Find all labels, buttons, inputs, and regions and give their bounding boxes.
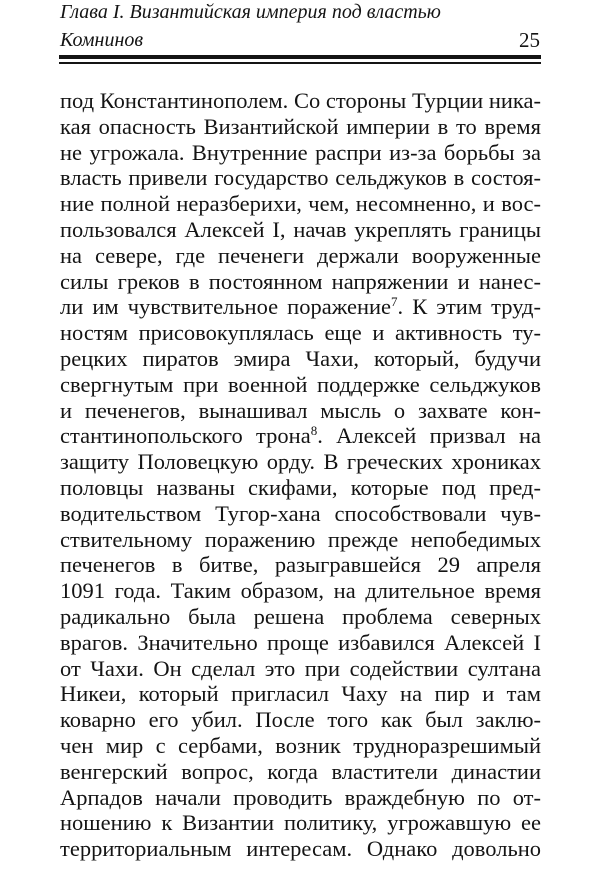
- running-header: [60, 1, 540, 54]
- text-line: ностям присовокуплялась еще и активность ту-: [60, 320, 541, 346]
- line-text: ли им чувствительное поражение: [60, 294, 392, 320]
- text-line: на севере, где печенеги держали вооруженные: [60, 242, 541, 268]
- header-rule-thin: [59, 62, 541, 64]
- text-line: ствительному поражению прежде непобедимых: [60, 526, 541, 552]
- footnote-ref-8[interactable]: 8: [310, 423, 318, 439]
- text-line: печенегов в битве, разыгравшейся 29 апреля: [60, 552, 541, 578]
- text-line: чен мир с сербами, возник трудноразрешимый: [60, 732, 541, 758]
- text-line: Арпадов начали проводить враждебную по от-: [60, 784, 541, 810]
- text-line: 1091 года. Таким образом, на длительное время: [60, 578, 541, 604]
- text-line: ние полной неразберихи, чем, несомненно, и вос-: [60, 191, 541, 217]
- text-line: водительством Тугор-хана способствовали чув-: [60, 500, 541, 526]
- page-number: 25: [519, 28, 540, 52]
- text-line: власть привели государство сельджуков в состоя-: [60, 165, 541, 191]
- line-text: . Алексей призвал на: [317, 423, 541, 449]
- text-line: кая опасность Византийской империи в то время: [60, 113, 541, 139]
- body-text: [60, 88, 541, 862]
- text-line: [60, 294, 541, 320]
- text-line: радикально была решена проблема северных: [60, 603, 541, 629]
- text-line: от Чахи. Он сделал это при содействии султана: [60, 655, 541, 681]
- text-line: половцы названы скифами, которые под пред-: [60, 474, 541, 500]
- text-line: врагов. Значительно проще избавился Алексей I: [60, 629, 541, 655]
- text-line: [60, 423, 541, 449]
- footnote-ref-7[interactable]: 7: [391, 294, 398, 310]
- text-line: не угрожала. Внутренние распри из-за борьбы за: [60, 139, 541, 165]
- chapter-title: Глава I. Византийская империя под властью Комнинов: [60, 1, 441, 51]
- text-line: коварно его убил. После того как был заклю-: [60, 707, 541, 733]
- header-rule-thick: [59, 55, 541, 59]
- line-text: стантинопольского трона: [60, 423, 311, 449]
- text-line: силы греков в постоянном напряжении и нанес-: [60, 268, 541, 294]
- text-line: венгерский вопрос, когда властители династии: [60, 758, 541, 784]
- text-line: защиту Половецкую орду. В греческих хрониках: [60, 449, 541, 475]
- line-text: . К этим труд-: [397, 294, 541, 320]
- text-line: рецких пиратов эмира Чахи, который, будучи: [60, 345, 541, 371]
- text-line: под Константинополем. Со стороны Турции ника-: [60, 88, 541, 113]
- text-line: территориальным интересам. Однако довольно: [60, 836, 541, 862]
- text-line: и печенегов, вынашивал мысль о захвате кон-: [60, 397, 541, 423]
- text-line: пользовался Алексей I, начав укреплять границы: [60, 216, 541, 242]
- text-line: Никеи, который пригласил Чаху на пир и там: [60, 681, 541, 707]
- text-line: ношению к Византии политику, угрожавшую ее: [60, 810, 541, 836]
- text-line: свергнутым при военной поддержке сельджуков: [60, 371, 541, 397]
